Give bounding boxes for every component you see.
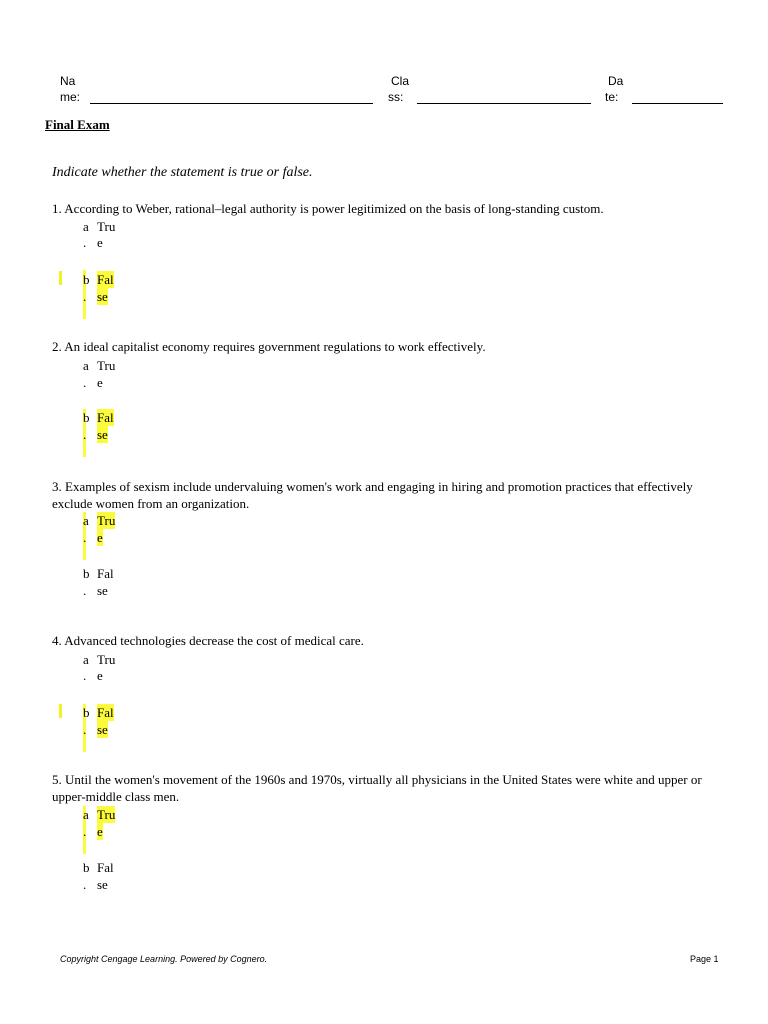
option-text: Fal [97, 272, 114, 287]
option-text-cont: se [97, 877, 108, 892]
option-dot: . [83, 235, 87, 250]
option-text-cont: se [97, 722, 108, 737]
instructions: Indicate whether the statement is true or false. [52, 165, 313, 180]
option-letter: a [83, 358, 89, 373]
option-text-cont: e [97, 824, 103, 839]
class-blank[interactable] [417, 103, 591, 104]
question-1-text: 1. According to Weber, rational–legal authority is power legitimized on the basis of long-standing custom. [52, 201, 604, 216]
option-letter: b [83, 410, 90, 425]
option-text-cont: e [97, 530, 103, 545]
option-text-cont: e [97, 375, 103, 390]
option-letter: a [83, 219, 89, 234]
option-text-cont: se [97, 289, 108, 304]
option-text-cont: se [97, 427, 108, 442]
option-text-cont: e [97, 235, 103, 250]
option-dot: . [83, 722, 87, 737]
date-label-line1: Da [608, 74, 624, 88]
answer-marker [59, 704, 62, 718]
option-letter: b [83, 860, 90, 875]
option-text: Fal [97, 860, 114, 875]
option-dot: . [83, 289, 87, 304]
name-label-line2: me: [60, 90, 81, 104]
option-text: Fal [97, 410, 114, 425]
option-text: Tru [97, 219, 116, 234]
option-text: Fal [97, 566, 114, 581]
option-letter: a [83, 652, 89, 667]
question-2-text: 2. An ideal capitalist economy requires government regulations to work effectively. [52, 339, 486, 354]
option-dot: . [83, 668, 87, 683]
option-dot: . [83, 375, 87, 390]
option-dot: . [83, 583, 87, 598]
date-blank[interactable] [632, 103, 723, 104]
option-letter: b [83, 566, 90, 581]
name-blank[interactable] [90, 103, 373, 104]
question-4-text: 4. Advanced technologies decrease the cost of medical care. [52, 633, 364, 648]
option-text: Tru [97, 652, 116, 667]
option-text: Tru [97, 807, 116, 822]
answer-marker [59, 271, 62, 285]
option-dot: . [83, 824, 87, 839]
option-dot: . [83, 427, 87, 442]
question-5-text: 5. Until the women's movement of the 1960s and 1970s, virtually all physicians in the United States were white and upper or upper-middle class men. [52, 772, 702, 804]
option-text-cont: se [97, 583, 108, 598]
class-label-line1: Cla [391, 74, 410, 88]
option-dot: . [83, 877, 87, 892]
option-letter: b [83, 272, 90, 287]
option-text-cont: e [97, 668, 103, 683]
option-text: Tru [97, 358, 116, 373]
footer-page-number: Page 1 [690, 954, 719, 964]
option-text: Tru [97, 513, 116, 528]
question-3-text: 3. Examples of sexism include undervaluing women's work and engaging in hiring and promotion practices that effectively exclude women from an organization. [52, 479, 693, 511]
option-dot: . [83, 530, 87, 545]
option-letter: b [83, 705, 90, 720]
footer-copyright: Copyright Cengage Learning. Powered by Cognero. [60, 954, 268, 964]
class-label-line2: ss: [388, 90, 404, 104]
option-text: Fal [97, 705, 114, 720]
option-letter: a [83, 807, 89, 822]
exam-title: Final Exam [45, 117, 110, 132]
date-label-line2: te: [605, 90, 619, 104]
option-letter: a [83, 513, 89, 528]
name-label-line1: Na [60, 74, 76, 88]
